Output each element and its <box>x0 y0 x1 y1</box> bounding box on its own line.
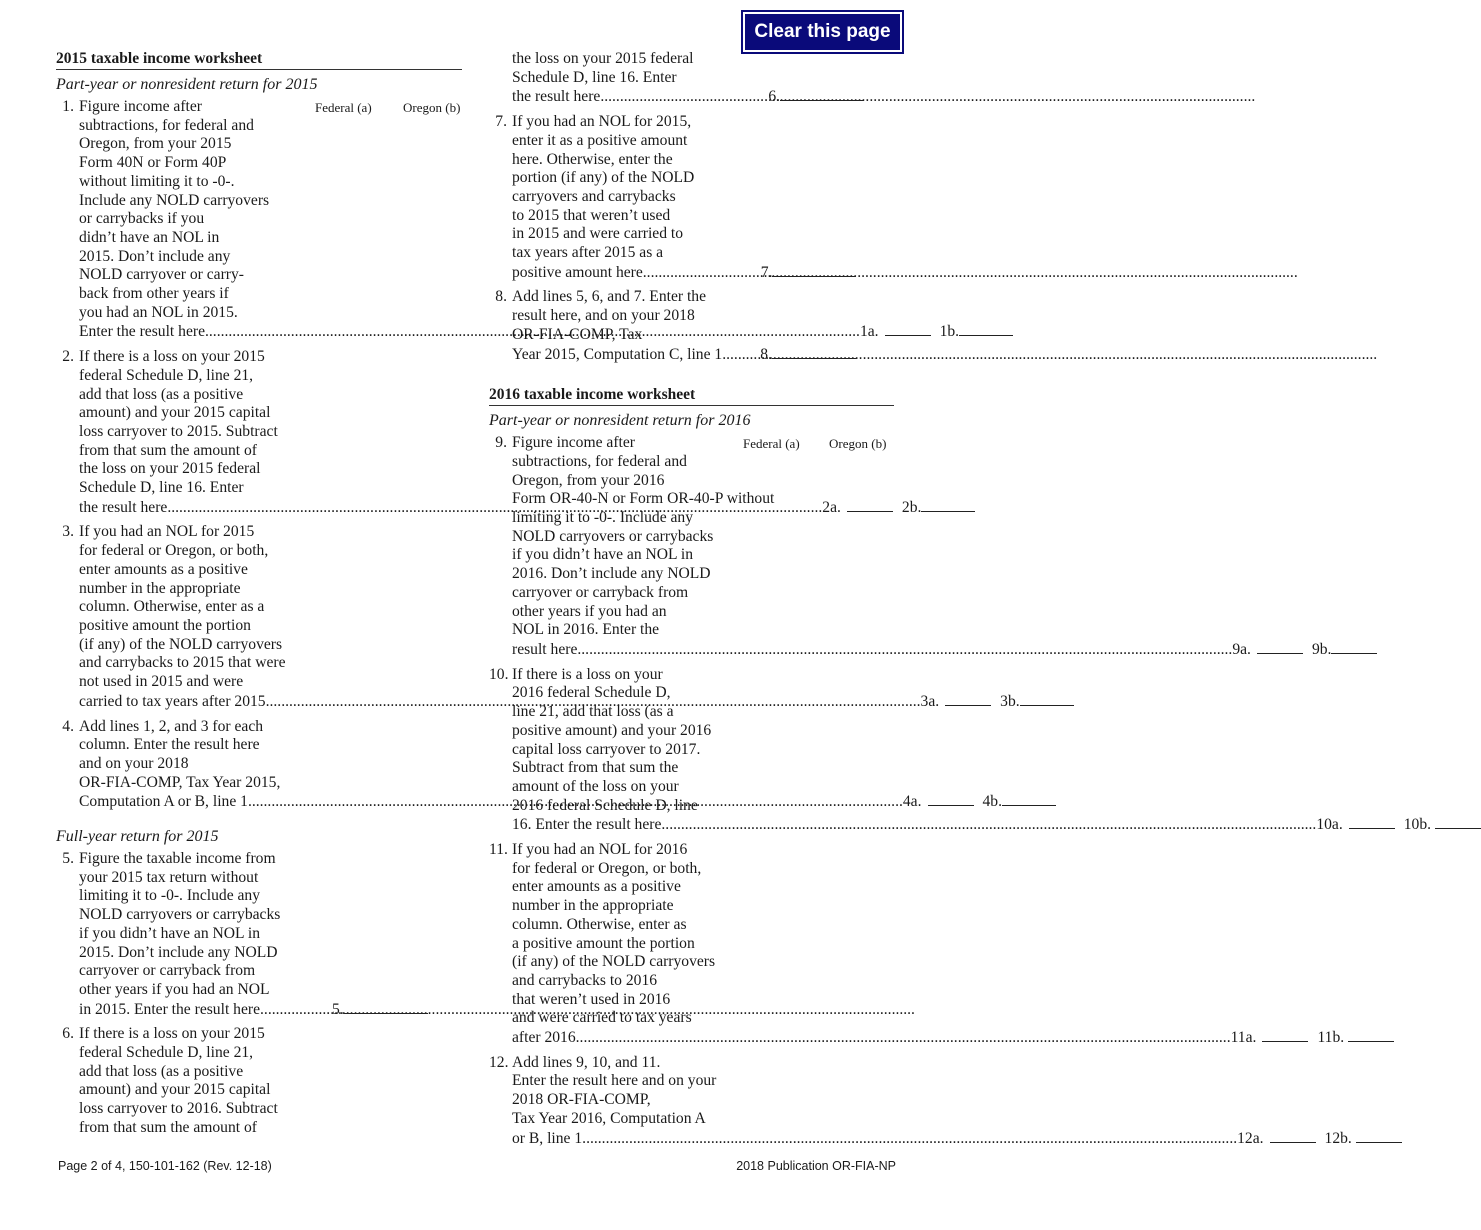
line-text-row: amount) and your 2015 capital <box>79 1081 271 1099</box>
line-text-row: enter amounts as a positive <box>512 878 681 896</box>
line-text-row: loss carryover to 2015. Subtract <box>79 422 278 440</box>
line-text-row: amount) and your 2015 capital <box>79 404 271 422</box>
line-text-row: limiting it to -0-. Include any <box>512 509 694 527</box>
field-7[interactable]: 7. <box>761 263 857 283</box>
line-text-row: Include any NOLD carryovers <box>79 191 270 209</box>
line-text <box>512 50 877 87</box>
field-5[interactable]: 5. <box>332 1000 428 1020</box>
footer-page-info: Page 2 of 4, 150-101-162 (Rev. 12-18) <box>58 1159 272 1173</box>
field-12b[interactable]: 12b. <box>1325 1129 1402 1149</box>
line-text-row: Figure the taxable income from <box>79 850 276 868</box>
line-text-row: positive amount the portion <box>79 616 251 634</box>
line-text-row: 2015. Don’t include any <box>79 247 231 265</box>
line-text-row: NOLD carryovers or carrybacks <box>79 906 281 924</box>
line-text-row: column. Otherwise, enter as <box>512 915 687 933</box>
line-text-row: didn’t have an NOL in <box>79 228 220 246</box>
field-9b[interactable]: 9b. <box>1312 640 1378 660</box>
line-text-row: Add lines 9, 10, and 11. <box>512 1053 661 1071</box>
line-text-row: Oregon, from your 2015 <box>79 135 232 153</box>
line-text <box>512 1054 1402 1129</box>
line-text-row: in 2015 and were carried to <box>512 225 684 243</box>
line-text-row: 2018 OR-FIA-COMP, <box>512 1091 651 1109</box>
field-1b[interactable]: 1b. <box>940 322 1014 342</box>
line-text-row: if you didn’t have an NOL in <box>79 924 261 942</box>
line-text <box>79 850 444 1000</box>
line-text-row: your 2015 tax return without <box>79 868 259 886</box>
line-text <box>512 288 877 344</box>
line-text-row: If there is a loss on your 2015 <box>79 348 265 366</box>
line-text-row: to 2015 that weren’t used <box>512 206 671 224</box>
line-text-row: Schedule D, line 16. Enter <box>79 479 244 497</box>
line-text-row: 2016 federal Schedule D, <box>512 684 671 702</box>
line-text-row: OR-FIA-COMP, Tax <box>512 325 643 343</box>
field-2b[interactable]: 2b. <box>902 498 976 518</box>
subsection-part-year-2015: Part-year or nonresident return for 2015 <box>56 76 318 93</box>
footer-publication: 2018 Publication OR-FIA-NP <box>736 1159 896 1173</box>
line-text-row: Figure income after <box>512 434 635 452</box>
line-text-row: carryover or carryback from <box>79 962 256 980</box>
line-text-row: and on your 2018 <box>79 754 189 772</box>
line-text-row: Figure income after <box>79 98 202 115</box>
line-text-row: subtractions, for federal and <box>512 452 687 470</box>
line-text-row: loss carryover to 2016. Subtract <box>79 1100 278 1118</box>
line-text-row: Schedule D, line 16. Enter <box>512 68 677 86</box>
field-11b[interactable]: 11b. <box>1317 1028 1394 1048</box>
line-text-row: not used in 2015 and were <box>79 673 244 691</box>
subsection-part-year-2016: Part-year or nonresident return for 2016 <box>489 412 751 430</box>
field-4a[interactable]: 4a. <box>903 792 974 812</box>
field-6[interactable]: 6. <box>768 87 864 107</box>
line-text-row: number in the appropriate <box>512 897 674 915</box>
field-1a[interactable]: 1a. <box>860 322 931 342</box>
line-text-row: If there is a loss on your 2015 <box>79 1025 265 1043</box>
worksheet-line-8: 8. Add lines 5, 6, and 7. Enter the result here, and on your 2018 OR-FIA-COMP, Tax Year 2015, Computation C, line 1 ..... 8. <box>489 288 894 364</box>
line-text <box>512 841 1394 1028</box>
line-text-row: and were carried to tax years <box>512 1009 692 1027</box>
line-text-row: column. Otherwise, enter as a <box>79 598 265 616</box>
line-text-row: 2016. Don’t include any NOLD <box>512 565 711 583</box>
line-text-row: capital loss carryover to 2017. <box>512 740 701 758</box>
line-text-row: (if any) of the NOLD carryovers <box>512 953 716 971</box>
line-text-row: amount of the loss on your <box>512 777 679 795</box>
line-text-row: result here, and on your 2018 <box>512 307 695 325</box>
line-text-row: positive amount) and your 2016 <box>512 721 712 739</box>
field-11a[interactable]: 11a. <box>1231 1028 1309 1048</box>
field-3b[interactable]: 3b. <box>1000 692 1074 712</box>
line-text-row: number in the appropriate <box>79 579 241 597</box>
field-10a[interactable]: 10a. <box>1316 815 1394 835</box>
line-text-row: column. Enter the result here <box>79 736 260 754</box>
line-text-row: If there is a loss on your <box>512 665 663 683</box>
line-text-row: If you had an NOL for 2016 <box>512 841 688 859</box>
line-text-row: 2016 federal Schedule D, line <box>512 796 698 814</box>
line-text-row: and carrybacks to 2016 <box>512 971 658 989</box>
line-text-row: from that sum the amount of <box>79 1118 257 1136</box>
line-text-row: federal Schedule D, line 21, <box>79 366 254 384</box>
worksheet-line-7: 7. If you had an NOL for 2015, enter it as a positive amount here. Otherwise, enter the portion (if any) of the NOLD carryovers and carrybacks to 2015 that weren’t used in 2015 and were carried to tax years after 2015 as a positive amount here ..... 7. <box>489 113 894 282</box>
line-text-row: or carrybacks if you <box>79 210 205 228</box>
line-text-row: other years if you had an NOL <box>79 980 270 998</box>
worksheet-line-12: 12. Add lines 9, 10, and 11. Enter the result here and on your 2018 OR-FIA-COMP, Tax Year 2016, Computation A or B, line 1 ..... 12a. 12b. <box>489 1054 894 1149</box>
column-header-federal: Federal (a) <box>743 436 800 452</box>
worksheet-line-1: 1. Federal (a) Oregon (b) Figure income after subtractions, for federal and Oregon, from your 2015 Form 40N or Form 40P without limiting it to -0-. Include any NOLD carryovers or carrybacks if you didn’t have an NOL in 2015. Don’t include any NOLD carryover or carry- back from other years if you had an NOL in 2015. Enter the result here ..... 1a. 1b. <box>56 98 462 342</box>
line-text <box>512 666 1481 816</box>
line-text-row: If you had an NOL for 2015 <box>79 523 255 541</box>
line-text-row: Enter the result here and on your <box>512 1072 717 1090</box>
column-header-federal: Federal (a) <box>315 100 372 115</box>
worksheet-line-3: 3. If you had an NOL for 2015 for federal or Oregon, or both, enter amounts as a positive number in the appropriate column. Otherwise, enter as a positive amount the portion (if any) of the NOLD carryovers and carrybacks to 2015 that were not used in 2015 and were carried to tax years after 2015 ..... 3a. 3b. <box>56 523 462 711</box>
line-text-row: Form 40N or Form 40P <box>79 154 227 172</box>
clear-page-button[interactable]: Clear this page <box>743 12 902 52</box>
line-text-row: a positive amount the portion <box>512 934 695 952</box>
line-text-row: carryovers and carrybacks <box>512 187 676 205</box>
line-text-row: tax years after 2015 as a <box>512 244 664 262</box>
subsection-full-year-2015: Full-year return for 2015 <box>56 828 219 846</box>
worksheet-line-6-start: 6. If there is a loss on your 2015 federal Schedule D, line 21, add that loss (as a positive amount) and your 2015 capital loss carryover to 2016. Subtract from that sum the amount of <box>56 1025 462 1137</box>
line-text <box>512 113 877 263</box>
line-text-row: add that loss (as a positive <box>79 385 244 403</box>
line-text-row: (if any) of the NOLD carryovers <box>79 635 283 653</box>
worksheet-line-6-continued: the loss on your 2015 federal Schedule D, line 16. Enter the result here ..... 6. <box>489 50 894 107</box>
line-text-row: Tax Year 2016, Computation A <box>512 1109 706 1127</box>
worksheet-line-5: 5. Figure the taxable income from your 2015 tax return without limiting it to -0-. Include any NOLD carryovers or carrybacks if you didn’t have an NOL in 2015. Don’t include any NOLD carryover or carryback from other years if you had an NOL in 2015. Enter the result here ..... 5. <box>56 850 462 1019</box>
line-text-row: federal Schedule D, line 21, <box>79 1044 254 1062</box>
line-text-row: from that sum the amount of <box>79 441 257 459</box>
line-text-row: Form OR-40-N or Form OR-40-P without <box>512 490 775 508</box>
line-text-row: you had an NOL in 2015. <box>79 303 238 321</box>
column-header-oregon: Oregon (b) <box>403 100 461 115</box>
line-text <box>512 434 1377 640</box>
line-text-row: the loss on your 2015 federal <box>512 50 694 67</box>
line-text-row: line 21, add that loss (as a <box>512 703 674 721</box>
line-text-row: enter it as a positive amount <box>512 131 688 149</box>
line-text-row: add that loss (as a positive <box>79 1062 244 1080</box>
line-text-row: that weren’t used in 2016 <box>512 990 671 1008</box>
worksheet-line-4: 4. Add lines 1, 2, and 3 for each column. Enter the result here and on your 2018 OR-FIA-COMP, Tax Year 2015, Computation A or B, line 1 ..... 4a. 4b. <box>56 718 462 813</box>
line-text-row: Add lines 1, 2, and 3 for each <box>79 717 264 735</box>
line-text <box>79 1025 462 1137</box>
line-text-row: OR-FIA-COMP, Tax Year 2015, <box>79 773 281 791</box>
worksheet-line-11: 11. If you had an NOL for 2016 for federal or Oregon, or both, enter amounts as a positive number in the appropriate column. Otherwise, enter as a positive amount the portion (if any) of the NOLD carryovers and carrybacks to 2016 that weren’t used in 2016 and were carried to tax years after 2016 ..... 11a. 11b. <box>489 841 894 1048</box>
line-text-row: and carrybacks to 2015 that were <box>79 654 286 672</box>
field-2a[interactable]: 2a. <box>822 498 893 518</box>
line-text-row: portion (if any) of the NOLD <box>512 169 695 187</box>
line-text-row: without limiting it to -0-. <box>79 172 235 190</box>
line-text-row: back from other years if <box>79 285 229 303</box>
column-header-oregon: Oregon (b) <box>829 436 887 452</box>
line-text-row: here. Otherwise, enter the <box>512 150 673 168</box>
line-text-row: Oregon, from your 2016 <box>512 471 665 489</box>
line-text-row: NOLD carryover or carry- <box>79 266 244 284</box>
field-12a[interactable]: 12a. <box>1237 1129 1315 1149</box>
line-text-row: Subtract from that sum the <box>512 759 679 777</box>
line-text-row: 2015. Don’t include any NOLD <box>79 943 278 961</box>
line-text-row: carryover or carryback from <box>512 583 689 601</box>
line-text-row: other years if you had an <box>512 602 667 620</box>
line-text-row: NOL in 2016. Enter the <box>512 621 660 639</box>
section-title-2016: 2016 taxable income worksheet <box>489 386 894 406</box>
worksheet-line-2: 2. If there is a loss on your 2015 federal Schedule D, line 21, add that loss (as a positive amount) and your 2015 capital loss carryover to 2015. Subtract from that sum the amount of the loss on your 2015 federal Schedule D, line 16. Enter the result here ..... 2a. 2b. <box>56 348 462 517</box>
field-4b[interactable]: 4b. <box>983 792 1057 812</box>
field-9a[interactable]: 9a. <box>1232 640 1303 660</box>
field-3a[interactable]: 3a. <box>921 692 992 712</box>
line-text-row: for federal or Oregon, or both, <box>512 859 702 877</box>
line-text-row: for federal or Oregon, or both, <box>79 542 269 560</box>
line-text-row: subtractions, for federal and <box>79 116 254 134</box>
worksheet-line-9: 9. Federal (a) Oregon (b) Figure income after subtractions, for federal and Oregon, from your 2016 Form OR-40-N or Form OR-40-P without limiting it to -0-. Include any NOLD carryovers or carrybacks if you didn’t have an NOL in 2016. Don’t include any NOLD carryover or carryback from other years if you had an NOL in 2016. Enter the result here ..... 9a. 9b. <box>489 434 894 659</box>
line-text-row: If you had an NOL for 2015, <box>512 113 692 131</box>
line-text-row: the loss on your 2015 federal <box>79 460 261 478</box>
line-text-row: NOLD carryovers or carrybacks <box>512 527 714 545</box>
line-text-row: if you didn’t have an NOL in <box>512 546 694 564</box>
line-text-row: Add lines 5, 6, and 7. Enter the <box>512 288 707 306</box>
line-text-row: limiting it to -0-. Include any <box>79 887 261 905</box>
section-title-2015: 2015 taxable income worksheet <box>56 50 462 70</box>
field-8[interactable]: 8. <box>760 345 856 365</box>
line-text-row: enter amounts as a positive <box>79 560 248 578</box>
field-10b[interactable]: 10b. <box>1404 815 1481 835</box>
worksheet-line-10: 10. If there is a loss on your 2016 federal Schedule D, line 21, add that loss (as a positive amount) and your 2016 capital loss carryover to 2017. Subtract from that sum the amount of the loss on your 2016 federal Schedule D, line 16. Enter the result here ..... 10a. 10b. <box>489 666 894 835</box>
